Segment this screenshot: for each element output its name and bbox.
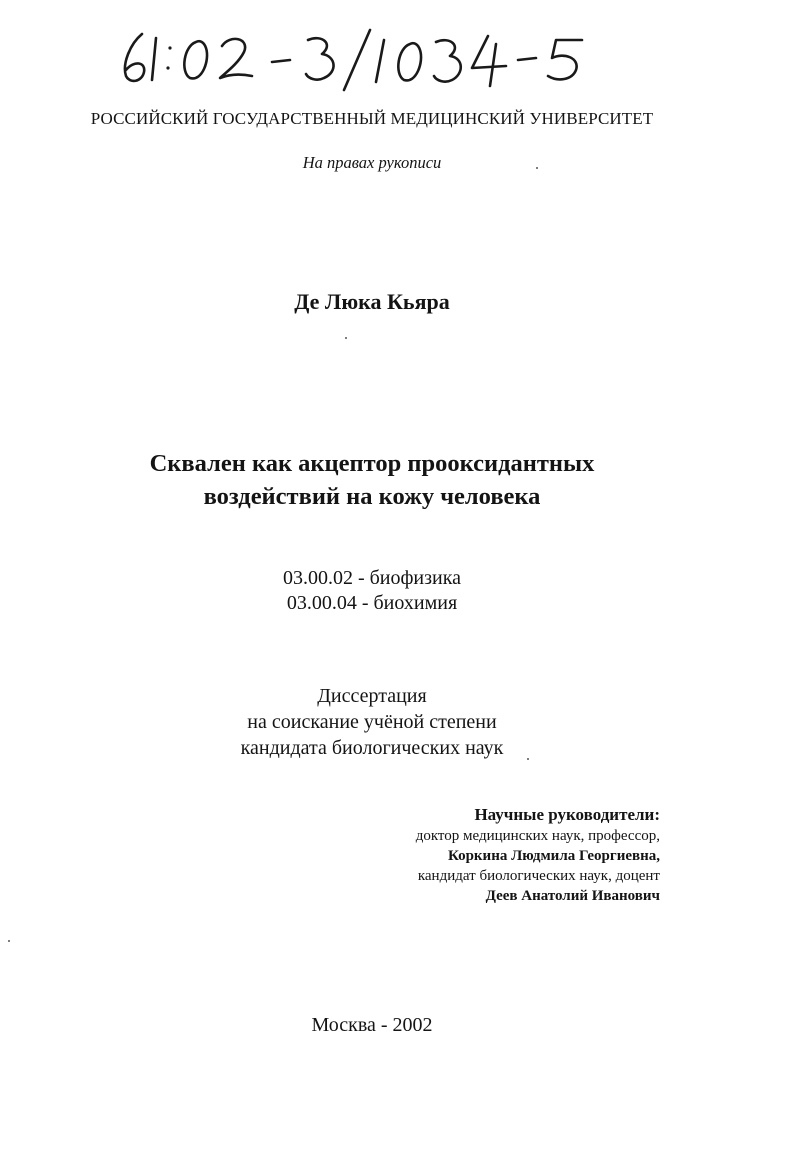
- supervisors-block: [416, 804, 660, 906]
- specialty-line: 03.00.02 - биофизика: [282, 567, 462, 589]
- supervisor-1-title: доктор медицинских наук, профессор,: [415, 828, 660, 844]
- handwritten-catalog-number: [112, 24, 612, 92]
- scan-speck: [536, 167, 538, 169]
- rights-note: На правах рукописи: [302, 153, 442, 172]
- degree-line-2: на соискание учёной степени: [247, 711, 497, 733]
- author-name: Де Люка Кьяра: [294, 289, 450, 314]
- dissertation-title: [0, 447, 769, 513]
- title-line-1: Сквален как акцептор прооксидантных: [149, 450, 595, 477]
- title-line-2: воздействий на кожу человека: [203, 483, 541, 510]
- handwritten-number-drawing: [112, 24, 612, 92]
- specialty-line: 03.00.04 - биохимия: [286, 592, 458, 614]
- degree-line-3: кандидата биологических наук: [240, 737, 504, 759]
- supervisor-2-title: кандидат биологических наук, доцент: [417, 868, 660, 884]
- city-year: Москва - 2002: [311, 1014, 433, 1036]
- scan-speck: [345, 337, 347, 339]
- scan-speck: [527, 758, 529, 760]
- supervisor-1-name: Коркина Людмила Георгиевна,: [447, 848, 660, 864]
- supervisor-2-name: Деев Анатолий Иванович: [485, 888, 660, 904]
- university-name: РОССИЙСКИЙ ГОСУДАРСТВЕННЫЙ МЕДИЦИНСКИЙ УНИВЕРСИТЕТ: [90, 109, 654, 128]
- specialty-codes: [0, 566, 769, 616]
- supervisors-heading: Научные руководители:: [474, 805, 660, 824]
- scan-speck: [8, 940, 10, 942]
- degree-statement: [0, 683, 769, 761]
- degree-line-1: Диссертация: [317, 685, 427, 707]
